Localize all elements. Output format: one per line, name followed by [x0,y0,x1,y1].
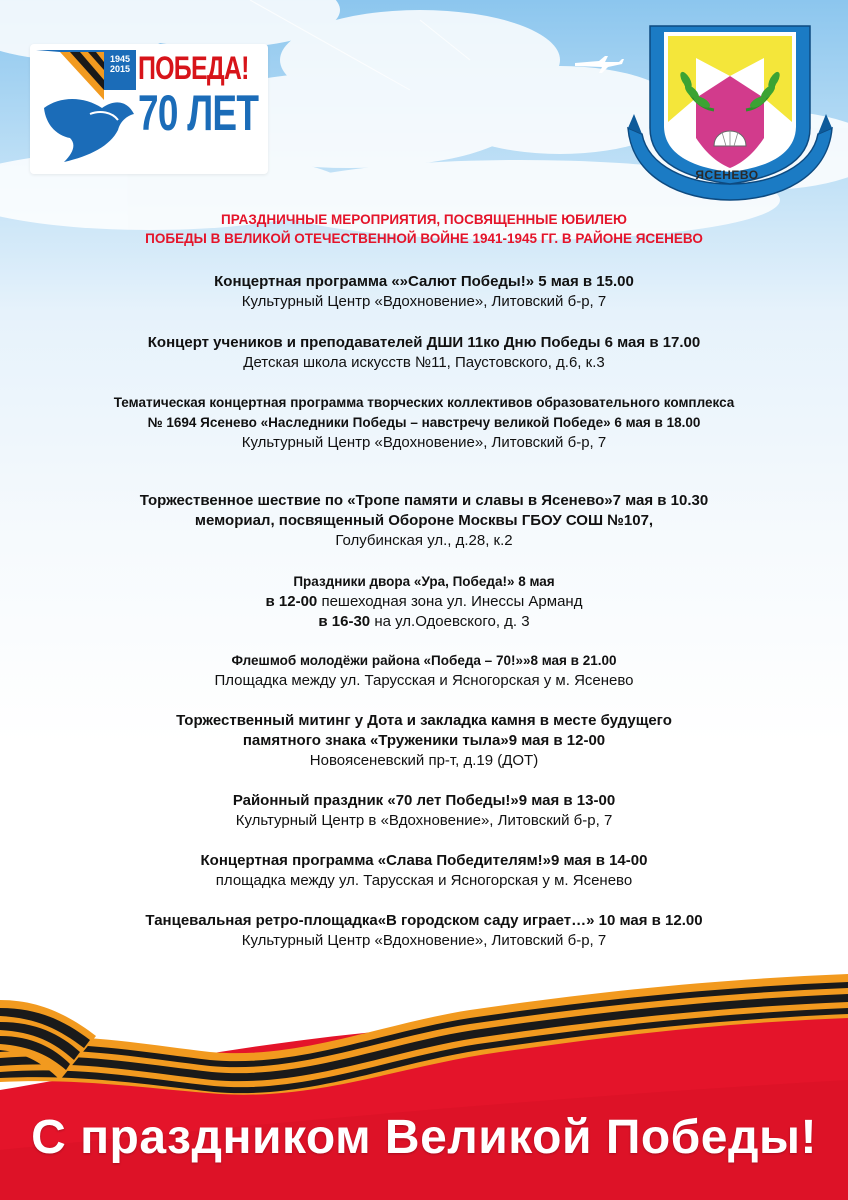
event-title: Торжественное шествие по «Тропе памяти и славы в Ясенево»7 мая в 10.30 [139,492,709,509]
event-place: Детская школа искусств №11, Паустовского, д.6, к.3 [243,354,605,371]
heading-line-2: ПОБЕДЫ В ВЕЛИКОЙ ОТЕЧЕСТВЕННОЙ ВОЙНЕ 1941-1945 ГГ. В РАЙОНЕ ЯСЕНЕВО [145,231,703,246]
event-item [40,711,808,771]
logo-years [104,54,136,74]
event-title: памятного знака «Труженики тыла»9 мая в 12-00 [242,732,606,749]
event-item [40,393,808,453]
event-item [40,911,808,951]
event-place: Площадка между ул. Тарусская и Ясногорская у м. Ясенево [214,672,634,689]
greeting-banner-text: С праздником Великой Победы! [31,1111,817,1164]
coat-ribbon-label: ЯСЕНЕВО [695,168,759,182]
event-place: площадка между ул. Тарусская и Ясногорская у м. Ясенево [215,872,633,889]
event-title: Танцевальная ретро-площадка«В городском саду играет…» 10 мая в 12.00 [145,912,703,929]
heading-line-1: ПРАЗДНИЧНЫЕ МЕРОПРИЯТИЯ, ПОСВЯЩЕННЫЕ ЮБИЛЕЮ [221,212,627,227]
logo-pobeda-text: ПОБЕДА! [138,50,249,86]
event-title: Торжественный митинг у Дота и закладка камня в месте будущего [176,712,672,729]
event-item [40,272,808,312]
event-item [40,333,808,373]
event-title: Концертная программа «»Салют Победы!» 5 мая в 15.00 [214,273,634,290]
event-place: Культурный Центр «Вдохновение», Литовский б-р, 7 [241,932,607,949]
event-place [40,612,808,632]
logo-year-end: 2015 [109,64,131,74]
victory-70-logo [30,44,268,174]
event-place: Голубинская ул., д.28, к.2 [335,532,513,549]
event-place [40,592,808,612]
event-place: Культурный Центр «Вдохновение», Литовский б-р, 7 [241,293,607,310]
logo-year-start: 1945 [109,54,131,64]
event-title: Флешмоб молодёжи района «Победа – 70!»»8 мая в 21.00 [231,653,617,668]
event-item [40,491,808,551]
logo-70-years-text: 70 ЛЕТ [138,85,259,141]
event-title: № 1694 Ясенево «Наследники Победы – навстречу великой Победе» 6 мая в 18.00 [147,415,701,430]
event-item [40,572,808,632]
event-place: Новоясеневский пр-т, д.19 (ДОТ) [309,752,539,769]
event-place-text: пешеходная зона ул. Инессы Арманд [317,593,583,610]
event-item [40,851,808,891]
event-place: Культурный Центр «Вдохновение», Литовский б-р, 7 [241,434,607,451]
event-title: Районный праздник «70 лет Победы!»9 мая в 13-00 [232,792,616,809]
event-time: в 12-00 [265,593,318,610]
event-title: мемориал, посвященный Обороне Москвы ГБОУ СОШ №107, [194,512,654,529]
event-time: в 16-30 [318,613,371,630]
event-place: Культурный Центр в «Вдохновение», Литовский б-р, 7 [235,812,613,829]
event-place-text: на ул.Одоевского, д. 3 [370,613,530,630]
event-title: Концерт учеников и преподавателей ДШИ 11ко Дню Победы 6 мая в 17.00 [147,334,701,351]
event-title: Праздники двора «Ура, Победа!» 8 мая [293,574,555,589]
event-title: Концертная программа «Слава Победителям!»9 мая в 14-00 [200,852,648,869]
event-title: Тематическая концертная программа творческих коллективов образовательного комплекса [113,395,735,410]
event-item [40,791,808,831]
page-heading [0,210,848,248]
event-item [40,651,808,691]
